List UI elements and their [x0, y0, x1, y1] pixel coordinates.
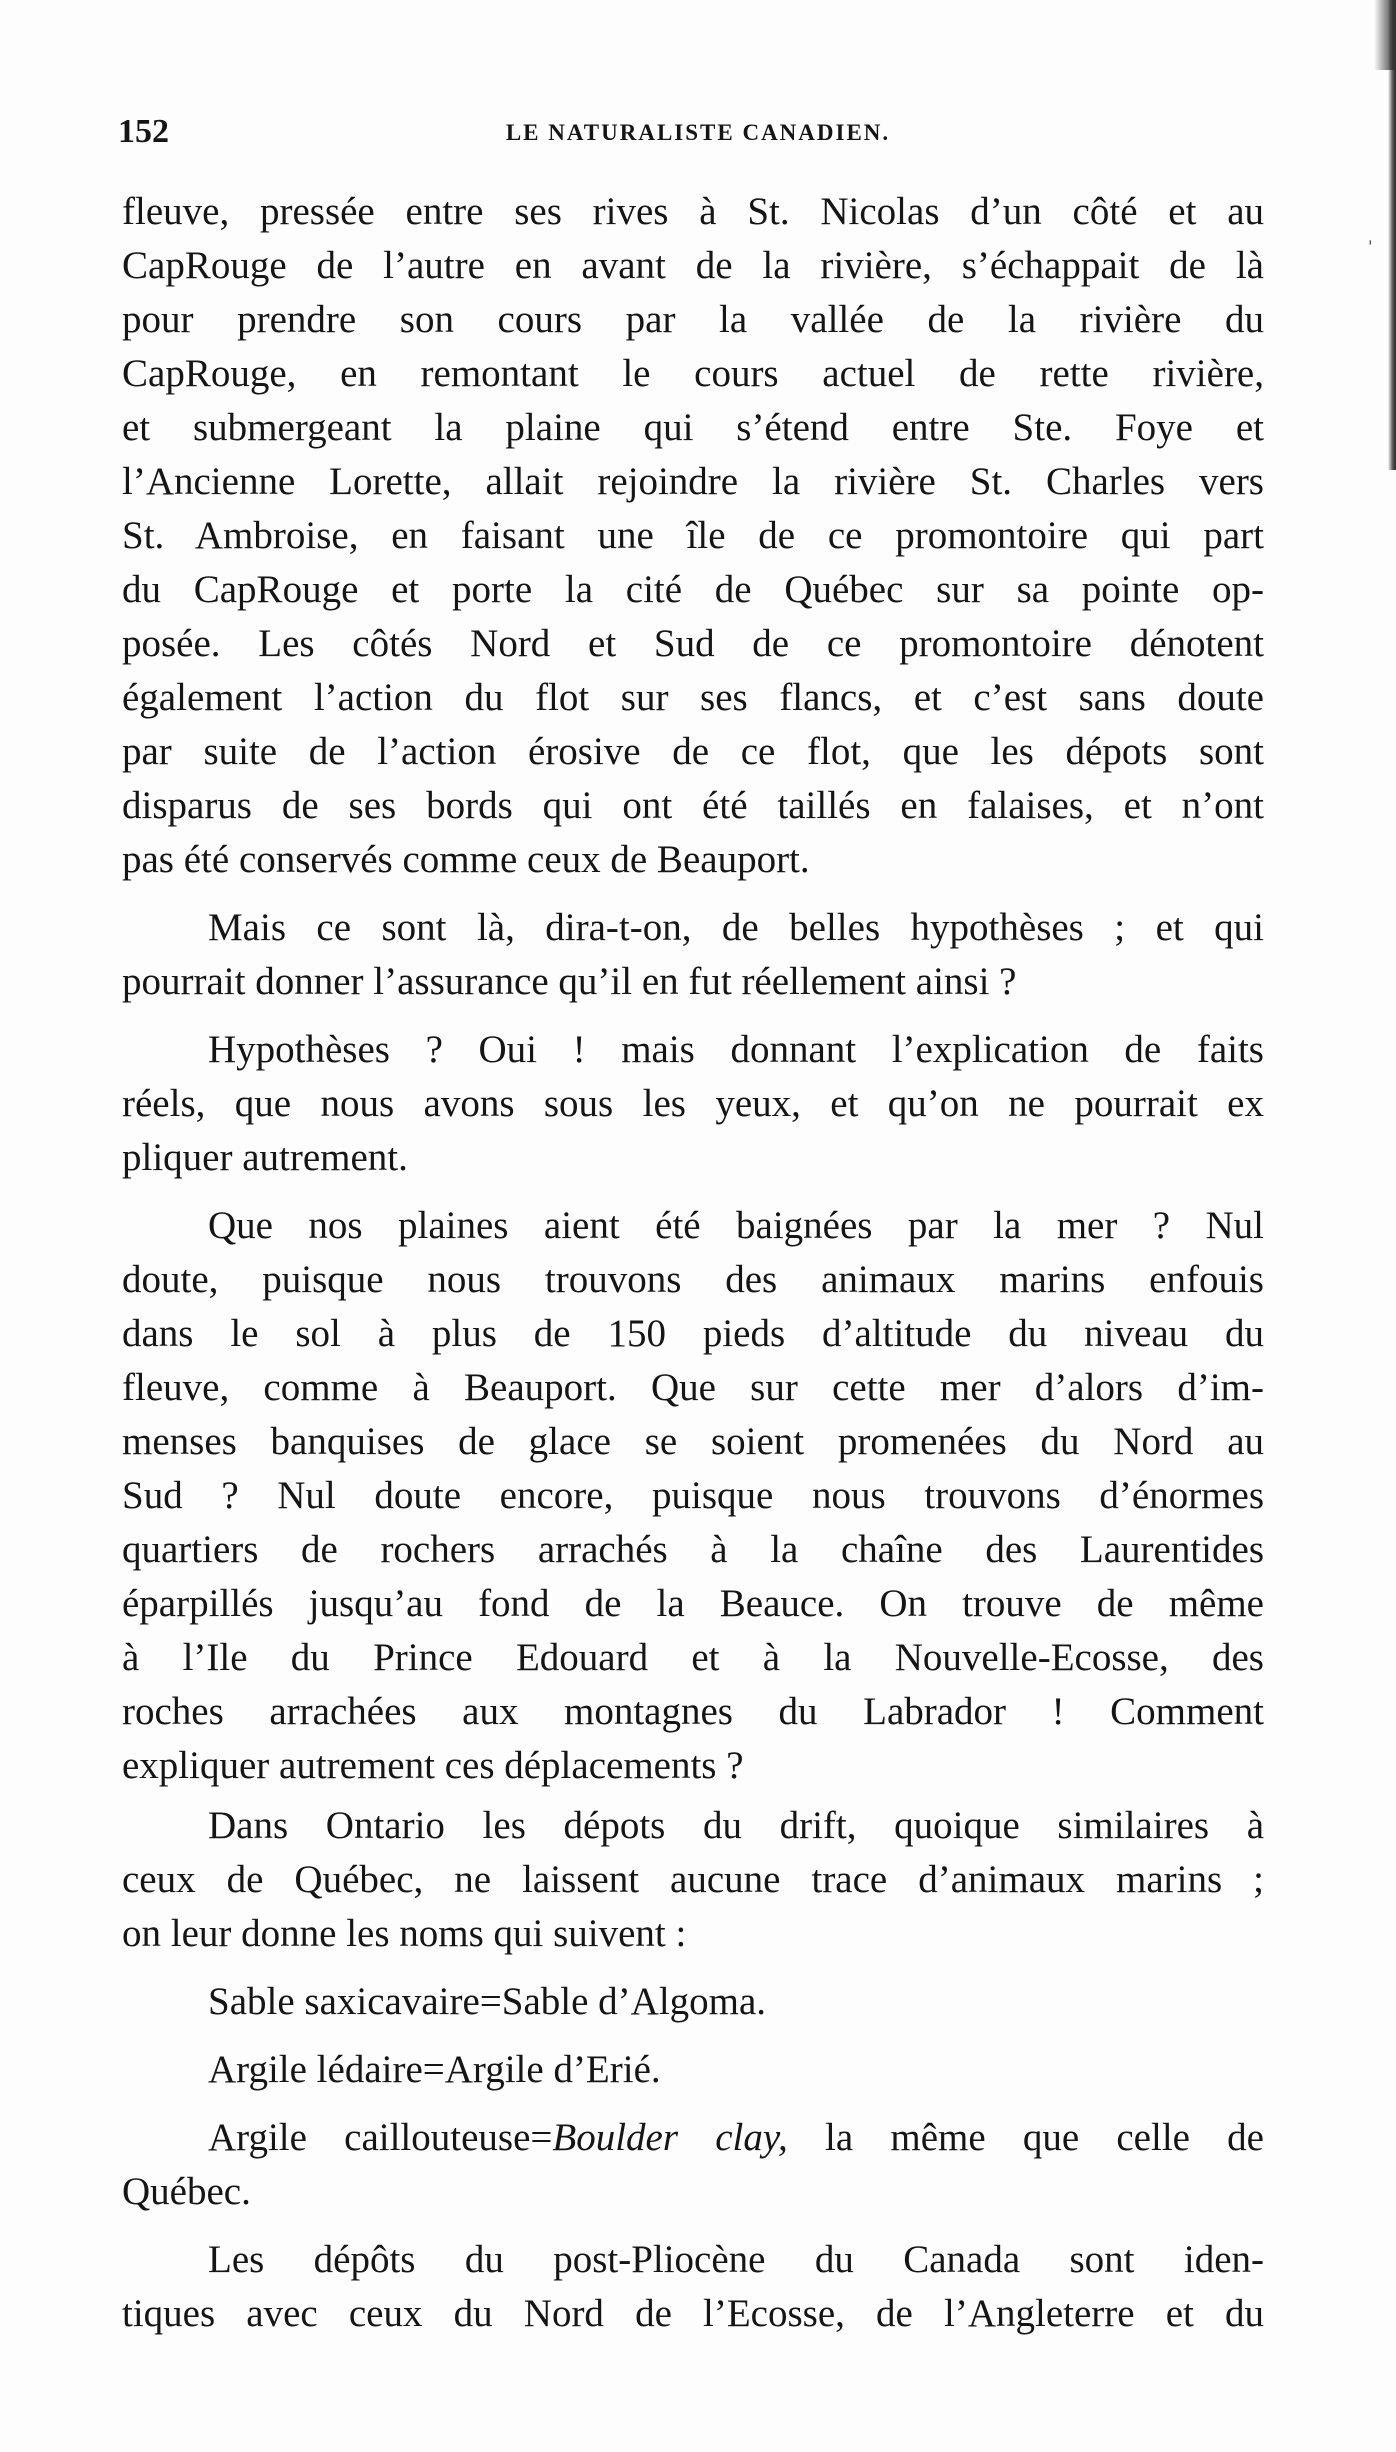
- text-line: pourrait donner l’assurance qu’il en fut réellement ainsi ?: [122, 960, 1017, 1003]
- paragraph-9: [122, 2233, 1264, 2341]
- text-line: par suite de l’action érosive de ce flot, que les dépots sont: [122, 730, 1264, 773]
- body-text: [122, 185, 1264, 2341]
- paragraph-6: [122, 1975, 1264, 2029]
- page-number: 152: [118, 113, 169, 150]
- text-line: Sud ? Nul doute encore, puisque nous trouvons d’énormes: [122, 1474, 1264, 1517]
- text-line: du CapRouge et porte la cité de Québec sur sa pointe op-: [122, 568, 1264, 611]
- text-line: l’Ancienne Lorette, allait rejoindre la rivière St. Charles vers: [122, 460, 1264, 503]
- paragraph-8: [122, 2111, 1264, 2219]
- paragraph-gap: [122, 2029, 1264, 2043]
- text-line: réels, que nous avons sous les yeux, et qu’on ne pourrait ex: [122, 1082, 1264, 1125]
- journal-title: LE NATURALISTE CANADIEN.: [505, 120, 891, 145]
- text-line: expliquer autrement ces déplacements ?: [122, 1744, 744, 1787]
- paragraph-gap: [122, 2097, 1264, 2111]
- paragraph-gap: [122, 1961, 1264, 1975]
- text-line: menses banquises de glace se soient promenées du Nord au: [122, 1420, 1264, 1463]
- text-line: éparpillés jusqu’au fond de la Beauce. On trouve de même: [122, 1582, 1264, 1625]
- paragraph-2: [122, 901, 1264, 1009]
- scan-shadow-edge: [1388, 0, 1396, 470]
- text-line: quartiers de rochers arrachés à la chaîne des Laurentides: [122, 1528, 1264, 1571]
- text-line: roches arrachées aux montagnes du Labrador ! Comment: [122, 1690, 1264, 1733]
- text-line: Dans Ontario les dépots du drift, quoique similaires à: [208, 1804, 1264, 1847]
- running-head: [118, 112, 1278, 162]
- margin-speck: ˈ: [1366, 236, 1375, 265]
- text-line: Mais ce sont là, dira-t-on, de belles hypothèses ; et qui: [208, 906, 1264, 949]
- italic-term: Boulder clay,: [552, 2116, 788, 2159]
- text-line: pour prendre son cours par la vallée de la rivière du: [122, 298, 1264, 341]
- text-line: CapRouge, en remontant le cours actuel de rette rivière,: [122, 352, 1264, 395]
- paragraph-5: [122, 1799, 1264, 1961]
- text-line: Argile lédaire=Argile d’Erié.: [208, 2048, 661, 2091]
- paragraph-3: [122, 1023, 1264, 1185]
- paragraph-gap: [122, 1185, 1264, 1199]
- text-line: à l’Ile du Prince Edouard et à la Nouvelle-Ecosse, des: [122, 1636, 1264, 1679]
- text-line: CapRouge de l’autre en avant de la rivière, s’échappait de là: [122, 244, 1264, 287]
- text-line: doute, puisque nous trouvons des animaux marins enfouis: [122, 1258, 1264, 1301]
- paragraph-4: [122, 1199, 1264, 1793]
- text-line: St. Ambroise, en faisant une île de ce promontoire qui part: [122, 514, 1264, 557]
- text-line: disparus de ses bords qui ont été taillés en falaises, et n’ont: [122, 784, 1264, 827]
- text-line: tiques avec ceux du Nord de l’Ecosse, de l’Angleterre et du: [122, 2292, 1264, 2335]
- text-line: Hypothèses ? Oui ! mais donnant l’explication de faits: [208, 1028, 1264, 1071]
- text-line: Sable saxicavaire=Sable d’Algoma.: [208, 1980, 767, 2023]
- text-line: fleuve, pressée entre ses rives à St. Nicolas d’un côté et au: [122, 190, 1264, 233]
- paragraph-gap: [122, 887, 1264, 901]
- text-run: la même que celle de: [787, 2116, 1264, 2159]
- text-line: pliquer autrement.: [122, 1136, 408, 1179]
- paragraph-gap: [122, 2219, 1264, 2233]
- text-line: pas été conservés comme ceux de Beauport.: [122, 838, 810, 881]
- text-line: et submergeant la plaine qui s’étend entre Ste. Foye et: [122, 406, 1264, 449]
- text-line: Que nos plaines aient été baignées par la mer ? Nul: [208, 1204, 1264, 1247]
- text-line: posée. Les côtés Nord et Sud de ce promontoire dénotent: [122, 622, 1264, 665]
- scan-shadow-corner: [1374, 0, 1396, 70]
- text-line: Les dépôts du post-Pliocène du Canada sont iden-: [208, 2238, 1264, 2281]
- text-line-with-italic: [122, 2111, 1264, 2165]
- text-run: Argile caillouteuse=: [208, 2116, 553, 2159]
- text-line: ceux de Québec, ne laissent aucune trace d’animaux marins ;: [122, 1858, 1264, 1901]
- text-line: dans le sol à plus de 150 pieds d’altitude du niveau du: [122, 1312, 1264, 1355]
- text-line: également l’action du flot sur ses flancs, et c’est sans doute: [122, 676, 1264, 719]
- paragraph-1: [122, 185, 1264, 887]
- paragraph-gap: [122, 1009, 1264, 1023]
- text-line: fleuve, comme à Beauport. Que sur cette mer d’alors d’im-: [122, 1366, 1264, 1409]
- text-line: Québec.: [122, 2170, 251, 2213]
- text-line: on leur donne les noms qui suivent :: [122, 1912, 687, 1955]
- paragraph-7: [122, 2043, 1264, 2097]
